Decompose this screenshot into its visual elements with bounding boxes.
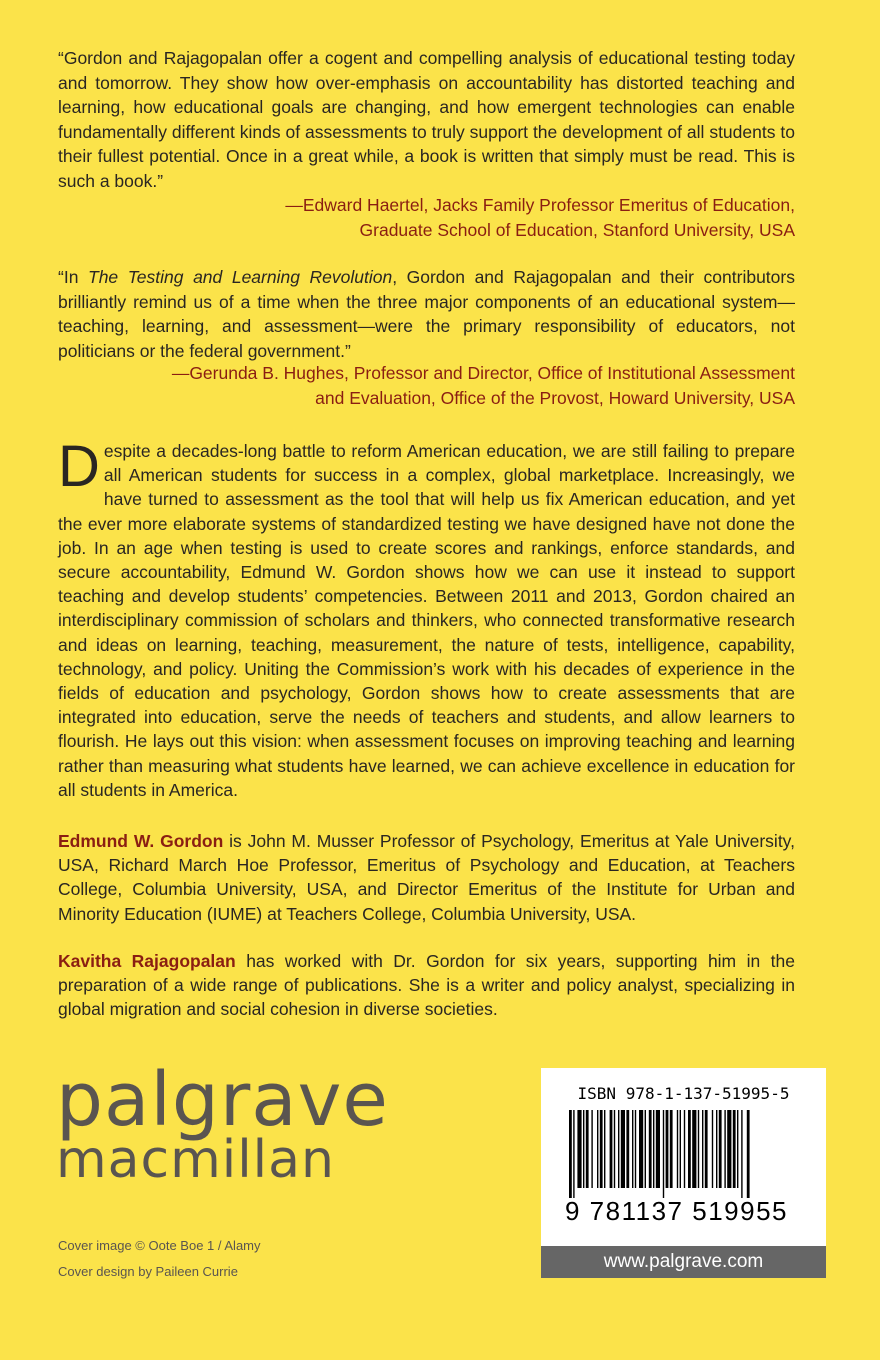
publisher-url: www.palgrave.com <box>541 1246 826 1278</box>
author-bio-rajagopalan <box>58 949 795 1022</box>
author-bio-gordon-text: is John M. Musser Professor of Psychology, Emeritus at Yale University, USA, Richard March Hoe Professor, Emeritus of Psychology and Education, at Teachers College, Columbia University, USA, and Director Emeritus of the Institute for Urban and Minority Education (IUME) at Teachers College, Columbia University, USA. <box>58 831 795 924</box>
quote-1-text: “Gordon and Rajagopalan offer a cogent and compelling analysis of educational testing today and tomorrow. They show how over-emphasis on accountability has distorted teaching and learning, how educational goals are changing, and how emergent technologies can enable fundamentally different kinds of assessments to truly support the development of all students to their fullest potential. Once in a great while, a book is written that simply must be read. This is such a book.” <box>58 48 795 191</box>
barcode-bar <box>684 1110 685 1188</box>
barcode-bar <box>663 1110 664 1198</box>
cover-image-credit: Cover image © Oote Boe 1 / Alamy <box>58 1238 261 1253</box>
author-bio-rajagopalan-text: has worked with Dr. Gordon for six years, supporting him in the preparation of a wide range of publications. She is a writer and policy analyst, specializing in global migration and social cohesion in diverse societies. <box>58 951 795 1020</box>
quote-2-attribution <box>58 361 795 410</box>
barcode-bar <box>597 1110 598 1188</box>
barcode-bar <box>737 1110 738 1188</box>
barcode-bar <box>645 1110 646 1188</box>
barcode-bar <box>692 1110 696 1188</box>
barcode-bar <box>639 1110 643 1188</box>
barcode-bar <box>747 1110 750 1198</box>
barcode-bar <box>670 1110 673 1188</box>
barcode-bar <box>741 1110 742 1198</box>
quote-2-attribution-line1: —Gerunda B. Hughes, Professor and Director, Office of Institutional Assessment <box>171 363 795 383</box>
barcode-bar <box>618 1110 619 1188</box>
publisher-logo-palgrave: palgrave <box>56 1057 389 1143</box>
barcode-bar <box>573 1110 574 1198</box>
cover-design-credit: Cover design by Paileen Currie <box>58 1264 238 1279</box>
barcode-bar <box>733 1110 736 1188</box>
barcode-bar <box>649 1110 652 1188</box>
barcode-bar <box>591 1110 592 1188</box>
quote-1-attribution <box>58 193 795 242</box>
barcode-bar <box>626 1110 629 1188</box>
barcode-bar <box>600 1110 603 1188</box>
barcode-bar <box>577 1110 581 1188</box>
book-description <box>58 434 795 802</box>
barcode-bar <box>653 1110 654 1188</box>
barcode-bar <box>569 1110 572 1198</box>
quote-1-attribution-line2: Graduate School of Education, Stanford University, USA <box>359 219 795 240</box>
barcode-bar <box>716 1110 717 1188</box>
quote-2-prefix: “In <box>58 267 88 287</box>
publisher-logo-macmillan: macmillan <box>56 1130 335 1190</box>
barcode-bar <box>702 1110 703 1188</box>
barcode-bar <box>604 1110 605 1188</box>
book-description-text: espite a decades-long battle to reform American education, we are still failing to prepare all American students for success in a complex, global marketplace. Increasingly, we have turned to assessment as the tool that will help us fix American education, and yet the ever more elaborate systems of standardized testing we have designed have not done the job. In an age when testing is used to create scores and rankings, enforce standards, and secure accountability, Edmund W. Gordon shows how we can use it instead to support teaching and develop students’ competencies. Between 2011 and 2013, Gordon chaired an interdisciplinary commission of scholars and thinkers, who connected transformative research and ideas on learning, teaching, measurement, the nature of tests, intelligence, capability, technology, and policy. Uniting the Commission’s work with his decades of experience in the fields of education and psychology, Gordon shows how to create assessments that are integrated into education, serve the needs of teachers and students, and allow learners to flourish. He lays out this vision: when assessment focuses on improving teaching and learning rather than measuring what students have learned, we can achieve excellence in education for all students in America. <box>58 441 795 800</box>
drop-cap: D <box>58 434 100 499</box>
barcode-bar <box>712 1110 713 1188</box>
barcode-bar <box>666 1110 669 1188</box>
author-name-gordon: Edmund W. Gordon <box>58 831 224 851</box>
barcode-bar <box>621 1110 625 1188</box>
barcode-bar <box>610 1110 613 1188</box>
barcode-bar <box>698 1110 699 1188</box>
barcode-bar <box>727 1110 731 1188</box>
quote-1-attribution-line1: —Edward Haertel, Jacks Family Professor Emeritus of Education, <box>285 195 795 215</box>
barcode-bar <box>583 1110 584 1188</box>
author-name-rajagopalan: Kavitha Rajagopalan <box>58 951 236 971</box>
barcode-bar <box>680 1110 681 1188</box>
barcode-digits: 9 781137 519955 <box>565 1196 788 1226</box>
quote-1 <box>58 46 795 193</box>
quote-2-text: , Gordon and Rajagopalan and their contributors brilliantly remind us of a time when the three major components of an educational system—teaching, learning, and assessment—were the primary responsibility of educators, not politicians or the federal government.” <box>58 267 795 361</box>
barcode-bar <box>586 1110 589 1188</box>
author-bio-gordon <box>58 829 795 926</box>
barcode-bar <box>724 1110 725 1188</box>
isbn-label: ISBN 978-1-137-51995-5 <box>577 1084 790 1103</box>
barcode-bar <box>635 1110 636 1188</box>
barcode-bar <box>677 1110 678 1188</box>
barcode-bar <box>614 1110 615 1188</box>
quote-2 <box>58 265 795 363</box>
barcode-bar <box>719 1110 722 1188</box>
quote-2-book-title: The Testing and Learning Revolution <box>88 267 393 287</box>
isbn-barcode-box <box>541 1068 826 1246</box>
barcode-bar <box>705 1110 708 1188</box>
barcode-bar <box>632 1110 633 1188</box>
barcode-icon <box>569 1110 799 1198</box>
barcode-bar <box>688 1110 691 1188</box>
barcode-bar <box>656 1110 660 1188</box>
quote-2-attribution-line2: and Evaluation, Office of the Provost, Howard University, USA <box>315 387 795 408</box>
